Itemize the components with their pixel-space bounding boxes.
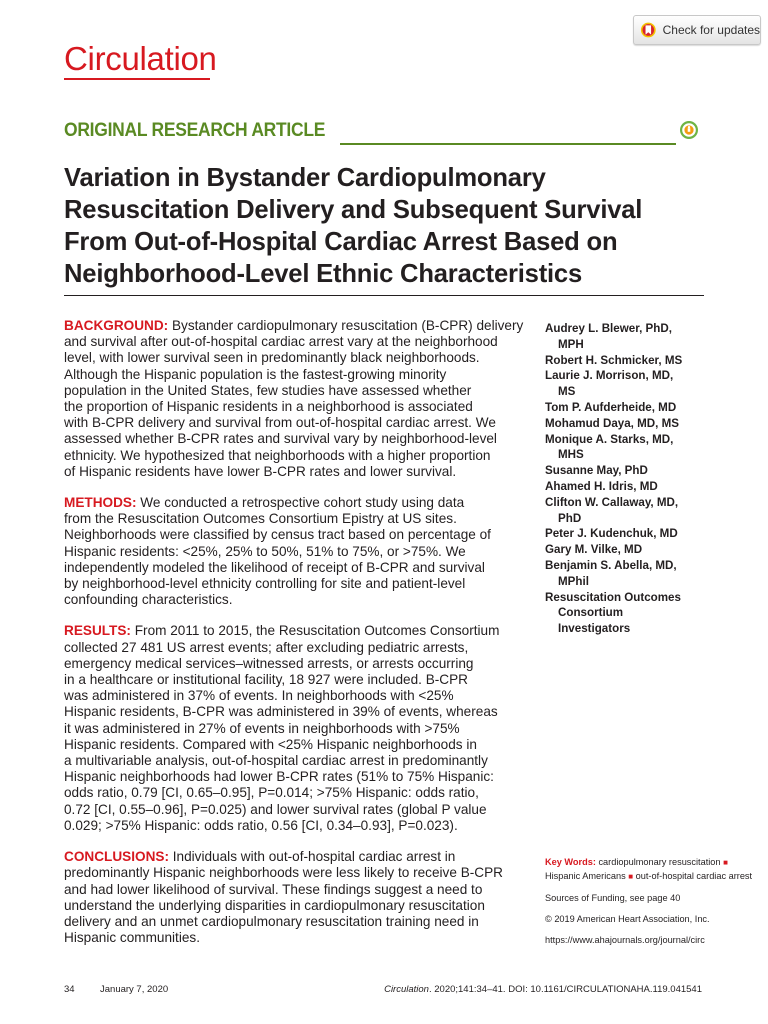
author-name-line: Resuscitation Outcomes bbox=[545, 590, 681, 604]
author-name-line: Gary M. Vilke, MD bbox=[545, 543, 643, 557]
article-sidebar bbox=[545, 856, 760, 946]
citation-journal: Circulation bbox=[384, 984, 429, 995]
abstract-line: Hispanic residents, B-CPR was administered in 39% of events, whereas bbox=[64, 704, 498, 720]
author-name-line: Susanne May, PhD bbox=[545, 464, 648, 478]
check-for-updates-label: Check for updates bbox=[662, 23, 760, 37]
author[interactable] bbox=[545, 416, 745, 432]
abstract-line: emergency medical services–witnessed arrests, or arrests occurring bbox=[64, 655, 474, 671]
author[interactable] bbox=[545, 353, 745, 369]
abstract-text: We conducted a retrospective cohort study using data bbox=[136, 495, 465, 511]
abstract-line: confounding characteristics. bbox=[64, 592, 233, 608]
abstract-line: and survival after out-of-hospital cardiac arrest vary at the neighborhood bbox=[64, 334, 498, 350]
bookmark-refresh-icon bbox=[640, 20, 657, 40]
abstract-line: by neighborhood-level ethnicity controlling for site and patient-level bbox=[64, 576, 466, 592]
section-label: ORIGINAL RESEARCH ARTICLE bbox=[64, 120, 326, 141]
author-name-line: Audrey L. Blewer, PhD, bbox=[545, 322, 672, 335]
abstract-line bbox=[64, 849, 524, 865]
author-name-line: Investigators bbox=[558, 622, 631, 636]
results-heading: RESULTS: bbox=[64, 623, 131, 639]
abstract-line: Hispanic residents. Compared with <25% Hispanic neighborhoods in bbox=[64, 736, 477, 752]
title-line: Variation in Bystander Cardiopulmonary bbox=[64, 164, 546, 192]
abstract-line: Although the Hispanic population is the fastest-growing minority bbox=[64, 366, 447, 382]
author-name-line: Clifton W. Callaway, MD, bbox=[545, 495, 679, 509]
author-name-line: MHS bbox=[558, 448, 584, 462]
methods-heading: METHODS: bbox=[64, 495, 137, 511]
abstract-text: From 2011 to 2015, the Resuscitation Outcomes Consortium bbox=[130, 623, 500, 639]
author-name-line: Ahamed H. Idris, MD bbox=[545, 479, 658, 493]
author[interactable] bbox=[545, 463, 745, 479]
author-name-line: Monique A. Starks, MD, bbox=[545, 432, 674, 446]
abstract-line: the proportion of Hispanic residents in a neighborhood is associated bbox=[64, 399, 473, 415]
keyword-separator: ■ bbox=[628, 871, 634, 881]
abstract-line: independently modeled the likelihood of receipt of B-CPR and survival bbox=[64, 559, 485, 575]
abstract-line: population in the United States, few studies have assessed whether bbox=[64, 382, 472, 398]
author-name-line: Peter J. Kudenchuk, MD bbox=[545, 527, 678, 541]
author[interactable] bbox=[545, 590, 745, 637]
author-name-line: Tom P. Aufderheide, MD bbox=[545, 400, 677, 414]
author-name-line: MPhil bbox=[558, 574, 589, 588]
open-access-icon bbox=[679, 120, 699, 140]
author[interactable] bbox=[545, 400, 745, 416]
abstract-line bbox=[64, 495, 524, 511]
abstract bbox=[64, 318, 524, 961]
citation-details: . 2020;141:34–41. DOI: 10.1161/CIRCULATIONAHA.119.041541 bbox=[428, 984, 702, 995]
section-rule bbox=[340, 143, 676, 145]
keywords-heading: Key Words: bbox=[545, 857, 596, 867]
author[interactable] bbox=[545, 479, 745, 495]
author[interactable] bbox=[545, 368, 745, 400]
keyword[interactable]: out-of-hospital cardiac arrest bbox=[635, 870, 753, 881]
funding-note: Sources of Funding, see page 40 bbox=[545, 893, 681, 903]
abstract-line: ethnicity. We hypothesized that neighborhoods with a higher proportion bbox=[64, 447, 491, 463]
abstract-line: a multivariable analysis, out-of-hospital cardiac arrest in predominantly bbox=[64, 753, 488, 769]
author[interactable] bbox=[545, 558, 745, 590]
abstract-line: it was administered in 27% of events in neighborhoods with >75% bbox=[64, 720, 460, 736]
check-for-updates-button[interactable] bbox=[633, 15, 761, 45]
title-line: Neighborhood-Level Ethnic Characteristics bbox=[64, 260, 582, 288]
abstract-line: was administered in 37% of events. In neighborhoods with <25% bbox=[64, 688, 454, 704]
abstract-text: Bystander cardiopulmonary resuscitation (B-CPR) delivery bbox=[168, 318, 524, 333]
abstract-line: delivery and an unmet cardiopulmonary resuscitation training need in bbox=[64, 913, 479, 929]
article-title bbox=[64, 162, 714, 290]
abstract-line: 0.029; >75% Hispanic: odds ratio, 0.56 [CI, 0.34–0.93], P=0.023). bbox=[64, 817, 458, 833]
keyword[interactable]: Hispanic Americans bbox=[545, 870, 626, 881]
author[interactable] bbox=[545, 321, 745, 353]
abstract-conclusions bbox=[64, 849, 524, 946]
abstract-line: of Hispanic residents have lower B-CPR rates and lower survival. bbox=[64, 463, 457, 479]
abstract-line: level, with lower survival seen in predominantly black neighborhoods. bbox=[64, 350, 480, 366]
abstract-line: understand the underlying disparities in cardiopulmonary resuscitation bbox=[64, 897, 485, 913]
abstract-line: Hispanic residents: <25%, 25% to 50%, 51% to 75%, or >75%. We bbox=[64, 543, 466, 559]
journal-name: Circulation bbox=[64, 40, 217, 77]
author-name-line: Laurie J. Morrison, MD, bbox=[545, 369, 674, 383]
background-heading: BACKGROUND: bbox=[64, 318, 169, 333]
abstract-text: Individuals with out-of-hospital cardiac arrest in bbox=[168, 849, 456, 865]
title-line: Resuscitation Delivery and Subsequent Survival bbox=[64, 196, 643, 224]
page-number: 34 bbox=[64, 984, 75, 995]
journal-underline bbox=[64, 78, 210, 80]
abstract-methods bbox=[64, 495, 524, 608]
abstract-background bbox=[64, 318, 524, 480]
author-name-line: Robert H. Schmicker, MS bbox=[545, 353, 683, 367]
abstract-line: Neighborhoods were classified by census tract based on percentage of bbox=[64, 527, 491, 543]
author-name-line: Consortium bbox=[558, 606, 624, 620]
conclusions-heading: CONCLUSIONS: bbox=[64, 849, 169, 865]
abstract-line: Hispanic communities. bbox=[64, 930, 200, 946]
author[interactable] bbox=[545, 495, 745, 527]
author-name-line: Benjamin S. Abella, MD, bbox=[545, 558, 677, 572]
abstract-line: in a healthcare or institutional facility, 18 927 were included. B-CPR bbox=[64, 672, 468, 688]
abstract-line: Hispanic neighborhoods had lower B-CPR rates (51% to 75% Hispanic: bbox=[64, 769, 494, 785]
abstract-line: collected 27 481 US arrest events; after excluding pediatric arrests, bbox=[64, 639, 469, 655]
keyword[interactable]: cardiopulmonary resuscitation bbox=[598, 857, 721, 867]
abstract-line: and had lower likelihood of survival. These findings suggest a need to bbox=[64, 881, 483, 897]
keyword-separator: ■ bbox=[723, 858, 728, 867]
page-footer bbox=[0, 984, 768, 1000]
title-rule bbox=[64, 295, 704, 296]
author-list bbox=[545, 321, 745, 637]
abstract-line: 0.72 [CI, 0.55–0.96], P=0.025) and lower survival rates (global P value bbox=[64, 801, 487, 817]
issue-date: January 7, 2020 bbox=[100, 984, 169, 995]
abstract-line: from the Resuscitation Outcomes Consortium Epistry at US sites. bbox=[64, 511, 457, 527]
author-name-line: MS bbox=[558, 385, 576, 399]
journal-url[interactable]: https://www.ahajournals.org/journal/circ bbox=[545, 935, 705, 945]
abstract-line: predominantly Hispanic neighborhoods were less likely to receive B-CPR bbox=[64, 865, 503, 881]
abstract-line: with B-CPR delivery and survival from out-of-hospital cardiac arrest. We bbox=[64, 415, 496, 431]
author[interactable] bbox=[545, 526, 745, 542]
abstract-line bbox=[64, 623, 524, 639]
title-line: From Out-of-Hospital Cardiac Arrest Based on bbox=[64, 228, 618, 256]
citation bbox=[384, 984, 702, 995]
keywords bbox=[545, 856, 760, 883]
abstract-results bbox=[64, 623, 524, 834]
author[interactable] bbox=[545, 432, 745, 464]
abstract-line: odds ratio, 0.79 [CI, 0.65–0.95], P=0.014; >75% Hispanic: odds ratio, bbox=[64, 785, 479, 801]
author-name-line: Mohamud Daya, MD, MS bbox=[545, 416, 679, 430]
copyright-note: © 2019 American Heart Association, Inc. bbox=[545, 914, 710, 924]
author[interactable] bbox=[545, 542, 745, 558]
author-name-line: MPH bbox=[558, 337, 584, 351]
author-name-line: PhD bbox=[558, 511, 582, 525]
abstract-line bbox=[64, 318, 524, 334]
abstract-line: assessed whether B-CPR rates and survival vary by neighborhood-level bbox=[64, 431, 497, 447]
